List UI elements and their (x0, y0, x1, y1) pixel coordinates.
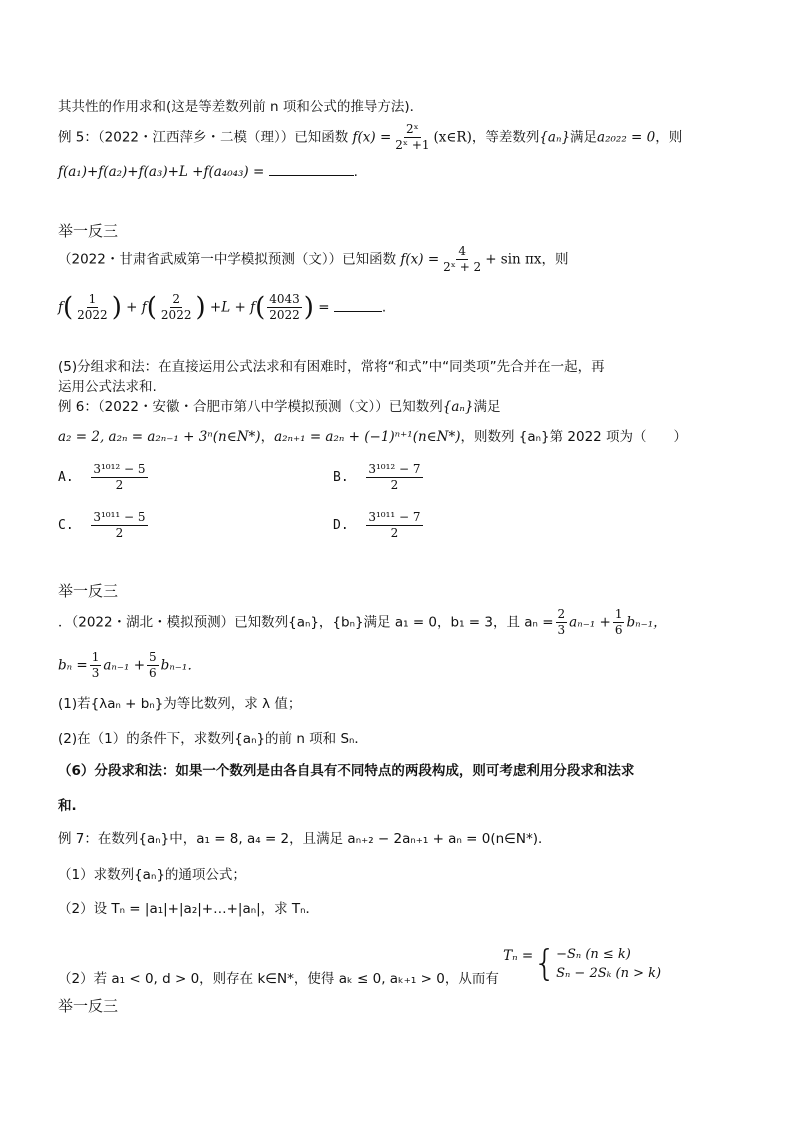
practice-heading-3: 举一反三 (58, 997, 119, 1015)
practice1-line: （2022・甘肃省武威第一中学模拟预测（文））已知函数 f(x) = $\frac{4}{\text{2ˣ + 2}}$ + sin πx，则 (58, 244, 569, 274)
practice1-fraction: $\frac{4}{\text{2ˣ + 2}}$ (443, 244, 482, 274)
practice2-q1: (1)若{λaₙ + bₙ}为等比数列，求 λ 值； (58, 696, 302, 712)
method6-line2: 和. (58, 798, 77, 814)
practice1-sum: f( $\frac{1}{2022}$ ) + f( $\frac{2}{2022}$ ) +L + f( $\frac{4043}{2022}$ ) = . (58, 292, 387, 323)
option-c[interactable]: C. $\frac{\text{3¹⁰¹¹ − 5}}{2}$ (58, 510, 146, 540)
example6-conditions: a₂ = 2, a₂ₙ = a₂ₙ₋₁ + 3ⁿ(n∈N*)，a₂ₙ₊₁ = a₂ₙ + (−1)ⁿ⁺¹(n∈N*)，则数列 {aₙ}第 2022 项为（ ） (58, 429, 688, 445)
practice-heading-2: 举一反三 (58, 582, 119, 600)
example7-q2: （2）设 Tₙ = |a₁|+|a₂|+…+|aₙ|，求 Tₙ． (58, 901, 320, 917)
example5-source: （2022・江西萍乡・二模（理））已知函数 (97, 129, 349, 146)
example5-sum: f(a₁)+f(a₂)+f(a₃)+L +f(a₄₀₄₃) = . (58, 164, 358, 180)
option-b[interactable]: B. $\frac{\text{3¹⁰¹² − 7}}{2}$ (333, 462, 421, 492)
answer-blank (269, 175, 354, 176)
practice2-q2: (2)在（1）的条件下，求数列{aₙ}的前 n 项和 Sₙ． (58, 731, 368, 747)
answer-blank (334, 311, 382, 312)
example7-q3: （2）若 a₁ < 0, d > 0，则存在 k∈N*，使得 aₖ ≤ 0, aₖ₊₁ > 0，从而有 Tₙ = { −Sₙ (n ≤ k) Sₙ − 2Sₖ (n > k) (58, 943, 662, 987)
example5-func: f(x) = (352, 129, 392, 146)
example5-fraction: $\frac{\text{2ˣ}}{\text{2ˣ +1}}$ (395, 122, 430, 152)
practice-heading-1: 举一反三 (58, 222, 119, 240)
option-a[interactable]: A. $\frac{\text{3¹⁰¹² − 5}}{2}$ (58, 462, 146, 492)
intro-text: 其共性的作用求和(这是等差数列前 n 项和公式的推导方法)． (58, 99, 424, 115)
practice2-line: ．（2022・湖北・模拟预测）已知数列{aₙ}，{bₙ}满足 a₁ = 0，b₁ = 3，且 aₙ = $\frac{2}{3}$ aₙ₋₁ + $\frac{1}{6}$ bₙ₋₁， (58, 607, 667, 637)
piecewise-formula: Tₙ = { −Sₙ (n ≤ k) Sₙ − 2Sₖ (n > k) (503, 943, 662, 984)
method6-line1: （6）分段求和法：如果一个数列是由各自具有不同特点的两段构成，则可考虑利用分段求和法求 (58, 763, 635, 779)
example5-label: 例 5： (58, 129, 98, 146)
method5-line2: 运用公式法求和. (58, 379, 157, 395)
example5-line: 例 5：（2022・江西萍乡・二模（理））已知函数 f(x) = $\frac{\text{2ˣ}}{\text{2ˣ +1}}$ (x∈R)，等差数列{aₙ}满足a₂₀₂₂ = 0，则 (58, 122, 683, 152)
example7-line: 例 7：在数列{aₙ}中，a₁ = 8, a₄ = 2，且满足 aₙ₊₂ − 2aₙ₊₁ + aₙ = 0(n∈N*)． (58, 831, 552, 847)
practice2-b-formula: bₙ = $\frac{1}{3}$ aₙ₋₁ + $\frac{5}{6}$ bₙ₋₁． (58, 650, 201, 680)
example7-q1: （1）求数列{aₙ}的通项公式； (58, 867, 246, 883)
option-d[interactable]: D. $\frac{\text{3¹⁰¹¹ − 7}}{2}$ (333, 510, 421, 540)
method5-line1: (5)分组求和法：在直接运用公式法求和有困难时，常将“和式”中“同类项”先合并在一起，再 (58, 359, 605, 375)
example6-line: 例 6：（2022・安徽・合肥市第八中学模拟预测（文））已知数列{aₙ}满足 (58, 399, 501, 415)
